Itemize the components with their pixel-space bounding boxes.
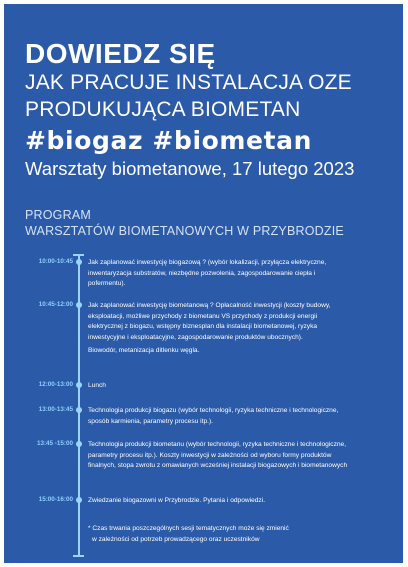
schedule-time: 15:00-16:00 — [38, 496, 73, 503]
hashtags: #biogaz #biometan — [25, 126, 313, 155]
program-title-line-1: PROGRAM — [25, 208, 91, 222]
schedule-description — [88, 301, 350, 357]
timeline-dot — [76, 382, 82, 388]
note-line-1: * Czas trwania poszczególnych sesji tematycznych może się zmienić — [88, 525, 289, 532]
timeline-dot — [76, 497, 82, 503]
schedule-description — [88, 496, 350, 507]
program-title — [25, 207, 344, 239]
schedule-time: 12:00-13:00 — [38, 381, 73, 388]
schedule-paragraph: Technologia produkcji biometanu (wybór technologii, ryzyka techniczne i technologiczne, parametry procesu itp.). Koszty inwestycji w zależności od wyboru formy produktów finalnych, stopa zwrotu z omawianych wcześniej instalacji biogazowych i biometanowych — [88, 441, 348, 470]
timeline-line — [78, 254, 80, 556]
schedule-time: 13:45 -15:00 — [36, 440, 73, 447]
schedule-description — [88, 406, 350, 427]
timeline-dot — [76, 441, 82, 447]
schedule-time: 10:00-10:45 — [38, 258, 73, 265]
schedule-paragraph: Lunch — [88, 382, 106, 389]
schedule-paragraph: Biowodór, metanizacja ditlenku węgla. — [88, 347, 200, 355]
schedule-time: 10:45-12:00 — [38, 301, 73, 308]
headline: DOWIEDZ SIĘ — [25, 38, 216, 69]
program-title-line-2: WARSZTATÓW BIOMETANOWYCH W PRZYBRODZIE — [25, 224, 344, 238]
subheadline-line-1: JAK PRACUJE INSTALACJA OZE — [25, 71, 352, 94]
schedule-paragraph: Jak zaplanować inwestycję biometanową ? Opłacalność inwestycji (koszty budowy, eksploatacji, możliwe przychody z biometanu VS przychody z produkcji energii elektrycznej z biogazu, wstępny biznesplan dla instalacji biometanowej, ryzyka inwestycyjne i eksploatacyjne, zagospodarowanie produktów ubocznych). — [88, 302, 331, 341]
timeline-cap-top — [73, 254, 84, 256]
schedule-description — [88, 258, 350, 290]
event-date: Warsztaty biometanowe, 17 lutego 2023 — [25, 158, 355, 179]
note-line-2: w zależności od potrzeb prowadzącego oraz uczestników — [92, 535, 260, 543]
timeline-dot — [76, 302, 82, 308]
schedule-description — [88, 381, 350, 392]
poster — [4, 4, 403, 563]
schedule-time: 13:00-13:45 — [38, 406, 73, 413]
schedule-note — [88, 524, 368, 545]
timeline-dot — [76, 259, 82, 265]
schedule-paragraph: Technologia produkcji biogazu (wybór technologii, ryzyka techniczne i technologiczne, sposób karmienia, parametry procesu itp.). — [88, 407, 339, 425]
schedule-paragraph: Zwiedzanie biogazowni w Przybrodzie. Pytania i odpowiedzi. — [88, 497, 266, 504]
schedule-paragraph: Jak zaplanować inwestycję biogazową ? (wybór lokalizacji, przyłącza elektryczne, inwentaryzacja substratów, niezbędne pozwolenia, zagospodarowanie ciepła i pofermentu). — [88, 259, 327, 288]
schedule-description — [88, 440, 350, 472]
subheadline-line-2: PRODUKUJĄCA BIOMETAN — [25, 98, 301, 121]
timeline-dot — [76, 407, 82, 413]
timeline-cap-bottom — [73, 555, 84, 557]
